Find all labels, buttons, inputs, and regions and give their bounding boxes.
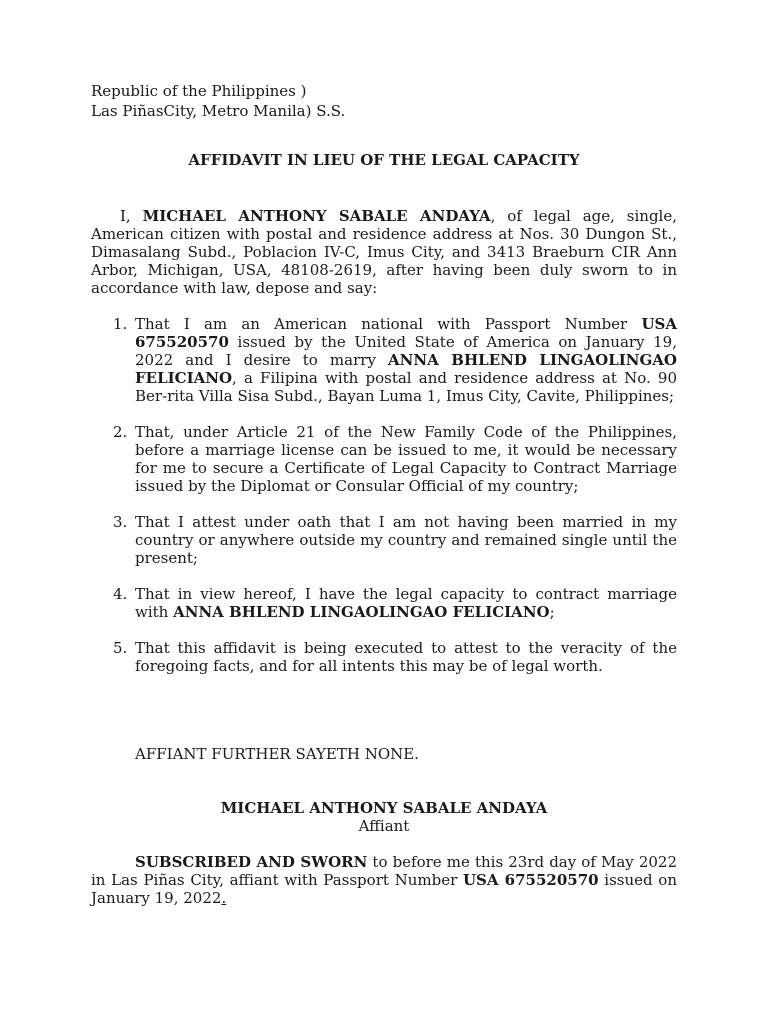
jurat-passport-number: USA 675520570 <box>462 871 599 889</box>
affiant-role: Affiant <box>358 817 410 835</box>
affiant-name: MICHAEL ANTHONY SABALE ANDAYA <box>220 799 548 817</box>
item-number: 1. <box>113 315 128 333</box>
jurat-end: . <box>221 889 227 907</box>
venue-header <box>91 81 677 121</box>
item-number: 2. <box>113 423 128 441</box>
fiancee-name: ANNA BHLEND LINGAOLINGAO FELICIANO <box>173 603 550 621</box>
intro-post: , of legal age, single, American citizen with postal and residence address at Nos. 30 Dungon St., Dimasalang Subd., Poblacion IV-C, Imus City, and 3413 Braeburn CIR Ann Arbor, Michigan, USA, 48108-2619, after having been duly sworn to in accordance with law, depose and say: <box>91 207 677 297</box>
list-item <box>91 639 677 675</box>
passport-number: USA 675520570 <box>135 315 677 351</box>
item-text: ; <box>549 603 555 621</box>
item-number: 3. <box>113 513 128 531</box>
fiancee-name: ANNA BHLEND LINGAOLINGAO FELICIANO <box>135 351 677 387</box>
list-item <box>91 423 677 495</box>
jurat-text: to before me this 23rd day of May 2022 in Las Piñas City, affiant with Passport Number <box>91 853 678 889</box>
list-item <box>91 585 677 621</box>
jurat-paragraph <box>91 853 677 907</box>
item-text: That this affidavit is being executed to attest to the veracity of the foregoing facts, and for all intents this may be of legal worth. <box>135 639 677 675</box>
item-text: That I attest under oath that I am not having been married in my country or anywhere outside my country and remained single until the present; <box>135 513 677 567</box>
item-text: That in view hereof, I have the legal capacity to contract marriage with <box>135 585 677 621</box>
list-item <box>91 513 677 567</box>
jurat-tail: issued on January 19, 2022 <box>91 871 677 907</box>
item-text: That I am an American national with Passport Number <box>135 315 642 333</box>
closing-statement: AFFIANT FURTHER SAYETH NONE. <box>135 745 419 763</box>
document-title: AFFIDAVIT IN LIEU OF THE LEGAL CAPACITY <box>188 151 580 169</box>
jurat-heading: SUBSCRIBED AND SWORN <box>135 853 368 871</box>
list-item <box>91 315 677 405</box>
statement-list <box>91 315 677 675</box>
affiant-name-intro: MICHAEL ANTHONY SABALE ANDAYA <box>142 207 491 225</box>
item-number: 5. <box>113 639 128 657</box>
intro-paragraph <box>91 207 677 297</box>
item-number: 4. <box>113 585 128 603</box>
affiant-signature-block <box>91 799 677 835</box>
venue-line-2: Las PiñasCity, Metro Manila) S.S. <box>91 102 346 120</box>
item-text: That, under Article 21 of the New Family Code of the Philippines, before a marriage license can be issued to me, it would be necessary for me to secure a Certificate of Legal Capacity to Contract Marriage issued by the Diplomat or Consular Official of my country; <box>135 423 677 495</box>
item-text: , a Filipina with postal and residence address at No. 90 Ber-rita Villa Sisa Subd., Bayan Luma 1, Imus City, Cavite, Philippines; <box>135 369 677 405</box>
intro-pre: I, <box>120 207 143 225</box>
item-text: issued by the United State of America on January 19, 2022 and I desire to marry <box>135 333 677 369</box>
venue-line-1: Republic of the Philippines ) <box>91 82 307 100</box>
